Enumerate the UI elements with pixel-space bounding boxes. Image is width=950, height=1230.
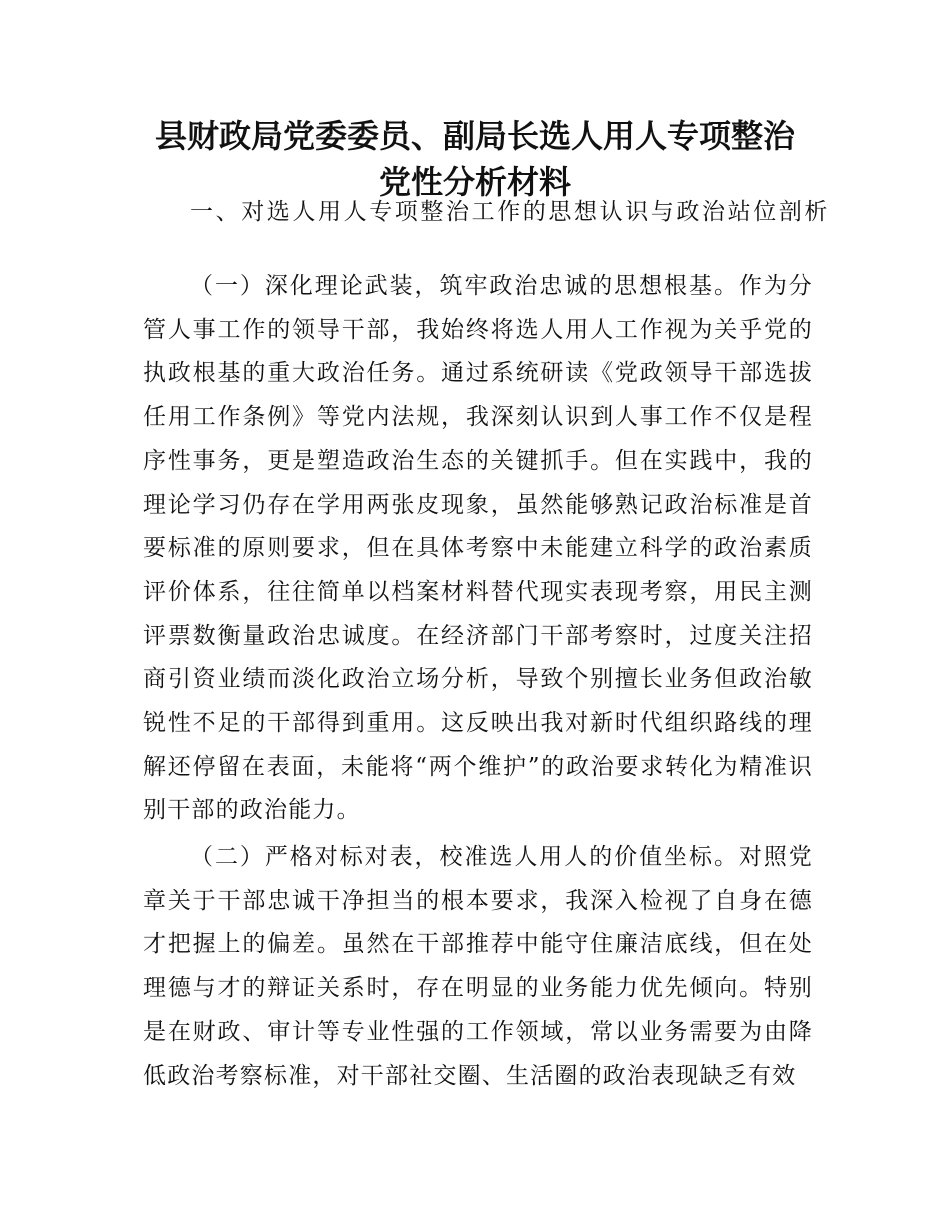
paragraph-1: （一）深化理论武装，筑牢政治忠诚的思想根基。作为分管人事工作的领导干部，我始终将选人用人工作视为关乎党的执政根基的重大政治任务。通过系统研读《党政领导干部选拔任用工作条例》等党内法规，我深刻认识到人事工作不仅是程序性事务，更是塑造政治生态的关键抓手。但在实践中，我的理论学习仍存在学用两张皮现象，虽然能够熟记政治标准是首要标准的原则要求，但在具体考察中未能建立科学的政治素质评价体系，往往简单以档案材料替代现实表现考察，用民主测评票数衡量政治忠诚度。在经济部门干部考察时，过度关注招商引资业绩而淡化政治立场分析，导致个别擅长业务但政治敏锐性不足的干部得到重用。这反映出我对新时代组织路线的理解还停留在表面，未能将“两个维护”的政治要求转化为精准识别干部的政治能力。 [143,273,813,824]
document-title-line-1: 县财政局党委委员、副局长选人用人专项整治 [154,117,795,155]
document-title-line-2: 党性分析材料 [378,163,571,201]
paragraph-2: （二）严格对标对表，校准选人用人的价值坐标。对照党章关于干部忠诚干净担当的根本要求，我深入检视了自身在德才把握上的偏差。虽然在干部推荐中能守住廉洁底线，但在处理德与才的辩证关系时，存在明显的业务能力优先倾向。特别是在财政、审计等专业性强的工作领域，常以业务需要为由降低政治考察标准，对干部社交圈、生活圈的政治表现缺乏有效 [143,844,813,1089]
section-heading: 一、对选人用人专项整治工作的思想认识与政治站位剖析 [190,199,830,225]
